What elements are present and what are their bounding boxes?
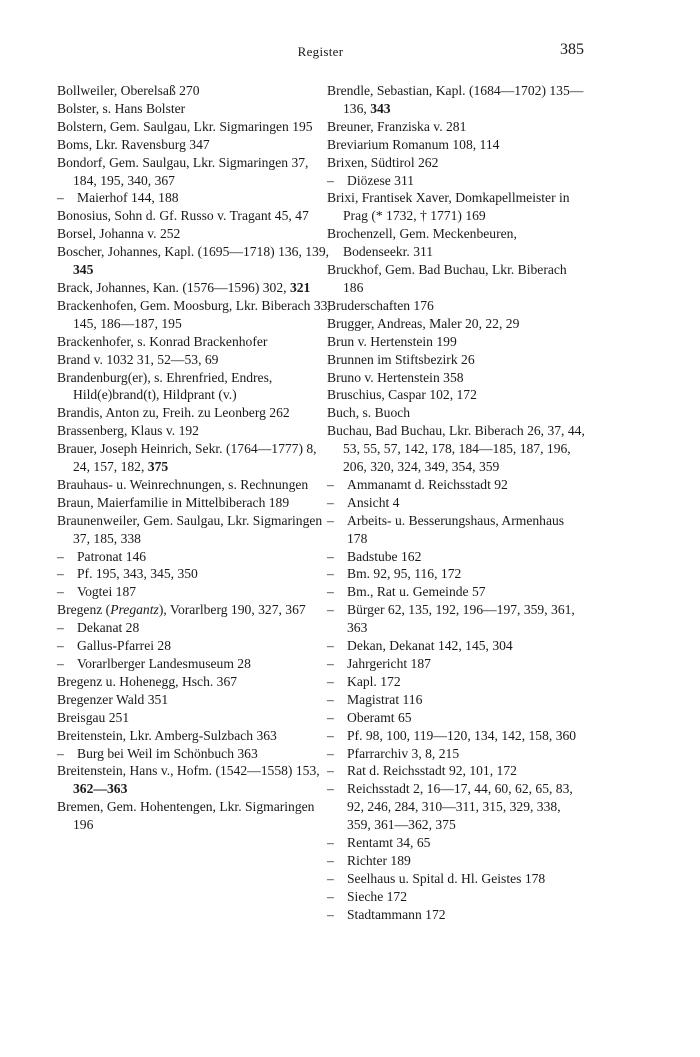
- entry-text: ), Vorarlberg 190, 327, 367: [158, 602, 306, 618]
- index-entry: [57, 691, 333, 709]
- entry-text: Breviarium Romanum 108, 114: [327, 136, 500, 152]
- index-subentry: [327, 476, 585, 494]
- index-entry: [57, 709, 333, 727]
- subentry-dash: –: [327, 727, 334, 743]
- index-subentry: [327, 583, 585, 601]
- bold-page-ref: 321: [289, 279, 311, 295]
- subentry-dash: –: [327, 852, 334, 868]
- entry-text: Vogtei 187: [77, 584, 137, 600]
- index-subentry: [327, 906, 585, 924]
- entry-text: Boscher, Johannes, Kapl. (1695—1718) 136, 139,: [57, 244, 330, 260]
- entry-text: Brun v. Hertenstein 199: [327, 333, 457, 349]
- entry-text: Braunenweiler, Gem. Saulgau, Lkr. Sigmaringen 37, 185, 338: [57, 512, 323, 546]
- entry-text: Bruschius, Caspar 102, 172: [327, 387, 477, 403]
- index-entry: [57, 601, 333, 619]
- index-entry: [327, 261, 585, 297]
- entry-text: Bregenz u. Hohenegg, Hsch. 367: [57, 673, 238, 689]
- index-entry: [57, 154, 333, 190]
- subentry-dash: –: [327, 745, 334, 761]
- entry-text: Breuner, Franziska v. 281: [327, 118, 467, 134]
- index-entry: [327, 386, 585, 404]
- index-entry: [57, 798, 333, 834]
- index-entry: [57, 440, 333, 476]
- index-entry: [57, 279, 333, 297]
- entry-text: Richter 189: [347, 852, 411, 868]
- index-entry: [57, 404, 333, 422]
- index-entry: [57, 100, 333, 118]
- index-entry: [57, 476, 333, 494]
- index-entry: [57, 297, 333, 333]
- subentry-dash: –: [327, 888, 334, 904]
- entry-text: Bollweiler, Oberelsaß 270: [57, 83, 200, 98]
- index-subentry: [57, 637, 333, 655]
- index-entry: [327, 82, 585, 118]
- index-entry: [327, 422, 585, 476]
- index-entry: [327, 225, 585, 261]
- entry-text: Rat d. Reichsstadt 92, 101, 172: [347, 763, 517, 779]
- index-subentry: [57, 745, 333, 763]
- subentry-dash: –: [327, 476, 334, 492]
- entry-text: Buch, s. Buoch: [327, 405, 411, 421]
- entry-text: Jahrgericht 187: [347, 656, 431, 671]
- subentry-dash: –: [327, 781, 334, 797]
- entry-text: Bregenzer Wald 351: [57, 691, 169, 707]
- index-subentry: [57, 655, 333, 673]
- index-entry: [57, 225, 333, 243]
- index-entry: [57, 762, 333, 798]
- index-subentry: [327, 888, 585, 906]
- index-subentry: [327, 601, 585, 637]
- index-entry: [327, 118, 585, 136]
- index-entry: [57, 673, 333, 691]
- subentry-dash: –: [327, 548, 334, 564]
- entry-text: Bm. 92, 95, 116, 172: [347, 566, 462, 582]
- index-entry: [327, 297, 585, 315]
- entry-text: Breitenstein, Hans v., Hofm. (1542—1558) 153,: [57, 763, 320, 779]
- index-subentry: [327, 762, 585, 780]
- index-column-right: [327, 82, 585, 924]
- entry-text: Brixi, Frantisek Xaver, Domkapellmeister in Prag (* 1732, † 1771) 169: [327, 190, 570, 224]
- entry-text: Pf. 195, 343, 345, 350: [77, 566, 198, 582]
- entry-text: Patronat 146: [77, 548, 147, 564]
- index-subentry: [327, 494, 585, 512]
- entry-text: Brack, Johannes, Kan. (1576—1596) 302,: [57, 279, 290, 295]
- entry-text: Bruno v. Hertenstein 358: [327, 369, 464, 385]
- index-entry: [57, 82, 333, 100]
- index-subentry: [327, 565, 585, 583]
- entry-text: Breitenstein, Lkr. Amberg-Sulzbach 363: [57, 727, 277, 743]
- index-entry: [327, 404, 585, 422]
- index-subentry: [327, 637, 585, 655]
- index-subentry: [327, 852, 585, 870]
- bold-page-ref: 362—363: [73, 781, 128, 797]
- entry-text: Burg bei Weil im Schönbuch 363: [77, 745, 258, 761]
- index-entry: [57, 243, 333, 279]
- index-entry: [57, 333, 333, 351]
- subentry-dash: –: [57, 620, 64, 636]
- entry-text: Seelhaus u. Spital d. Hl. Geistes 178: [347, 870, 546, 886]
- index-entry: [327, 369, 585, 387]
- index-subentry: [57, 583, 333, 601]
- index-subentry: [327, 834, 585, 852]
- subentry-dash: –: [327, 656, 334, 671]
- entry-text: Bolstern, Gem. Saulgau, Lkr. Sigmaringen 195: [57, 118, 313, 134]
- index-subentry: [327, 691, 585, 709]
- entry-text: Buchau, Bad Buchau, Lkr. Biberach 26, 37, 44, 53, 55, 57, 142, 178, 184—185, 187, 196, 206, 320, 324, 349, 354, 359: [327, 423, 585, 475]
- entry-text: Bonosius, Sohn d. Gf. Russo v. Tragant 45, 47: [57, 208, 309, 224]
- index-entry: [57, 422, 333, 440]
- entry-text: Reichsstadt 2, 16—17, 44, 60, 62, 65, 83, 92, 246, 284, 310—311, 315, 329, 338, 359, 361—362, 375: [347, 781, 573, 833]
- entry-text: Brand v. 1032 31, 52—53, 69: [57, 351, 219, 367]
- index-entry: [57, 369, 333, 405]
- entry-text: Brunnen im Stiftsbezirk 26: [327, 351, 475, 367]
- entry-text: Rentamt 34, 65: [347, 835, 431, 851]
- entry-text: Bremen, Gem. Hohentengen, Lkr. Sigmaringen 196: [57, 799, 315, 833]
- entry-text: Magistrat 116: [347, 691, 423, 707]
- index-subentry: [327, 870, 585, 888]
- entry-text: Badstube 162: [347, 548, 422, 564]
- subentry-dash: –: [327, 691, 334, 707]
- entry-text: Brugger, Andreas, Maler 20, 22, 29: [327, 315, 520, 331]
- index-subentry: [327, 745, 585, 763]
- index-subentry: [327, 727, 585, 745]
- entry-text: Bregenz (: [57, 602, 111, 618]
- entry-text: Brendle, Sebastian, Kapl. (1684—1702) 135—136,: [327, 83, 584, 116]
- index-subentry: [57, 619, 333, 637]
- index-entry: [57, 512, 333, 548]
- bold-page-ref: 375: [147, 459, 169, 475]
- index-entry: [57, 207, 333, 225]
- subentry-dash: –: [327, 638, 334, 654]
- page-number: 385: [560, 41, 584, 58]
- entry-text: Arbeits- u. Besserungshaus, Armenhaus 178: [347, 512, 565, 546]
- entry-text: Boms, Lkr. Ravensburg 347: [57, 136, 210, 152]
- index-entry: [327, 189, 585, 225]
- bold-page-ref: 343: [370, 100, 391, 116]
- entry-text: Pfarrarchiv 3, 8, 215: [347, 745, 460, 761]
- entry-text: Gallus-Pfarrei 28: [77, 638, 171, 654]
- index-subentry: [327, 709, 585, 727]
- subentry-dash: –: [57, 638, 64, 654]
- entry-text: Bruderschaften 176: [327, 297, 434, 313]
- entry-text: Dekanat 28: [77, 620, 140, 636]
- subentry-dash: –: [57, 584, 64, 600]
- entry-text: Stadtammann 172: [347, 906, 446, 922]
- entry-text: Borsel, Johanna v. 252: [57, 226, 181, 242]
- index-entry: [57, 351, 333, 369]
- index-subentry: [57, 565, 333, 583]
- index-subentry: [327, 780, 585, 834]
- entry-text: Pf. 98, 100, 119—120, 134, 142, 158, 360: [347, 727, 577, 743]
- entry-text: Brassenberg, Klaus v. 192: [57, 423, 199, 439]
- subentry-dash: –: [57, 566, 64, 582]
- entry-text: Brixen, Südtirol 262: [327, 154, 439, 170]
- subentry-dash: –: [327, 763, 334, 779]
- subentry-dash: –: [327, 709, 334, 725]
- subentry-dash: –: [57, 190, 64, 206]
- entry-text: Bürger 62, 135, 192, 196—197, 359, 361, 363: [347, 602, 575, 636]
- index-subentry: [327, 548, 585, 566]
- entry-text: Ammanamt d. Reichsstadt 92: [347, 476, 508, 492]
- index-subentry: [57, 548, 333, 566]
- subentry-dash: –: [327, 584, 334, 600]
- entry-text: Maierhof 144, 188: [77, 190, 179, 206]
- index-entry: [57, 727, 333, 745]
- entry-text: Brauhaus- u. Weinrechnungen, s. Rechnungen: [57, 476, 309, 492]
- index-entry: [57, 118, 333, 136]
- subentry-dash: –: [327, 602, 334, 618]
- entry-text: Dekan, Dekanat 142, 145, 304: [347, 638, 513, 654]
- entry-text: Kapl. 172: [347, 673, 401, 689]
- subentry-dash: –: [57, 745, 64, 761]
- entry-text: Brandis, Anton zu, Freih. zu Leonberg 262: [57, 405, 290, 421]
- running-title: Register: [297, 44, 344, 59]
- subentry-dash: –: [327, 835, 334, 851]
- entry-text: Brackenhofen, Gem. Moosburg, Lkr. Biberach 33, 145, 186—187, 195: [57, 297, 331, 331]
- entry-text: Sieche 172: [347, 888, 408, 904]
- subentry-dash: –: [57, 656, 64, 671]
- index-subentry: [327, 673, 585, 691]
- entry-text: Brackenhofer, s. Konrad Brackenhofer: [57, 333, 268, 349]
- entry-text: Bolster, s. Hans Bolster: [57, 100, 186, 116]
- subentry-dash: –: [327, 673, 334, 689]
- index-subentry: [327, 172, 585, 190]
- index-entry: [327, 315, 585, 333]
- entry-text: Brandenburg(er), s. Ehrenfried, Endres, Hild(e)brand(t), Hildprant (v.): [57, 369, 273, 403]
- index-entry: [57, 494, 333, 512]
- entry-text: Vorarlberger Landesmuseum 28: [77, 656, 251, 671]
- subentry-dash: –: [327, 566, 334, 582]
- subentry-dash: –: [327, 172, 334, 188]
- entry-text: Ansicht 4: [347, 494, 400, 510]
- index-subentry: [327, 512, 585, 548]
- entry-text: Breisgau 251: [57, 709, 130, 725]
- entry-text: Oberamt 65: [347, 709, 412, 725]
- index-entry: [327, 351, 585, 369]
- index-entry: [327, 333, 585, 351]
- subentry-dash: –: [327, 512, 334, 528]
- subentry-dash: –: [327, 494, 334, 510]
- entry-text: Brochenzell, Gem. Meckenbeuren, Bodenseekr. 311: [327, 226, 517, 260]
- entry-text: Bruckhof, Gem. Bad Buchau, Lkr. Biberach 186: [327, 262, 567, 295]
- italic-text: Pregantz: [110, 602, 159, 618]
- index-entry: [57, 136, 333, 154]
- index-entry: [327, 136, 585, 154]
- index-entry: [327, 154, 585, 172]
- subentry-dash: –: [327, 870, 334, 886]
- index-subentry: [57, 189, 333, 207]
- index-column-left: [57, 82, 333, 834]
- index-subentry: [327, 655, 585, 673]
- entry-text: Bm., Rat u. Gemeinde 57: [347, 584, 486, 600]
- entry-text: Diözese 311: [347, 172, 415, 188]
- page-header: [57, 41, 584, 66]
- subentry-dash: –: [57, 548, 64, 564]
- entry-text: Brauer, Joseph Heinrich, Sekr. (1764—1777) 8, 24, 157, 182,: [57, 441, 317, 475]
- entry-text: Bondorf, Gem. Saulgau, Lkr. Sigmaringen 37, 184, 195, 340, 367: [57, 154, 309, 188]
- bold-page-ref: 345: [73, 262, 94, 278]
- subentry-dash: –: [327, 906, 334, 922]
- entry-text: Braun, Maierfamilie in Mittelbiberach 189: [57, 494, 290, 510]
